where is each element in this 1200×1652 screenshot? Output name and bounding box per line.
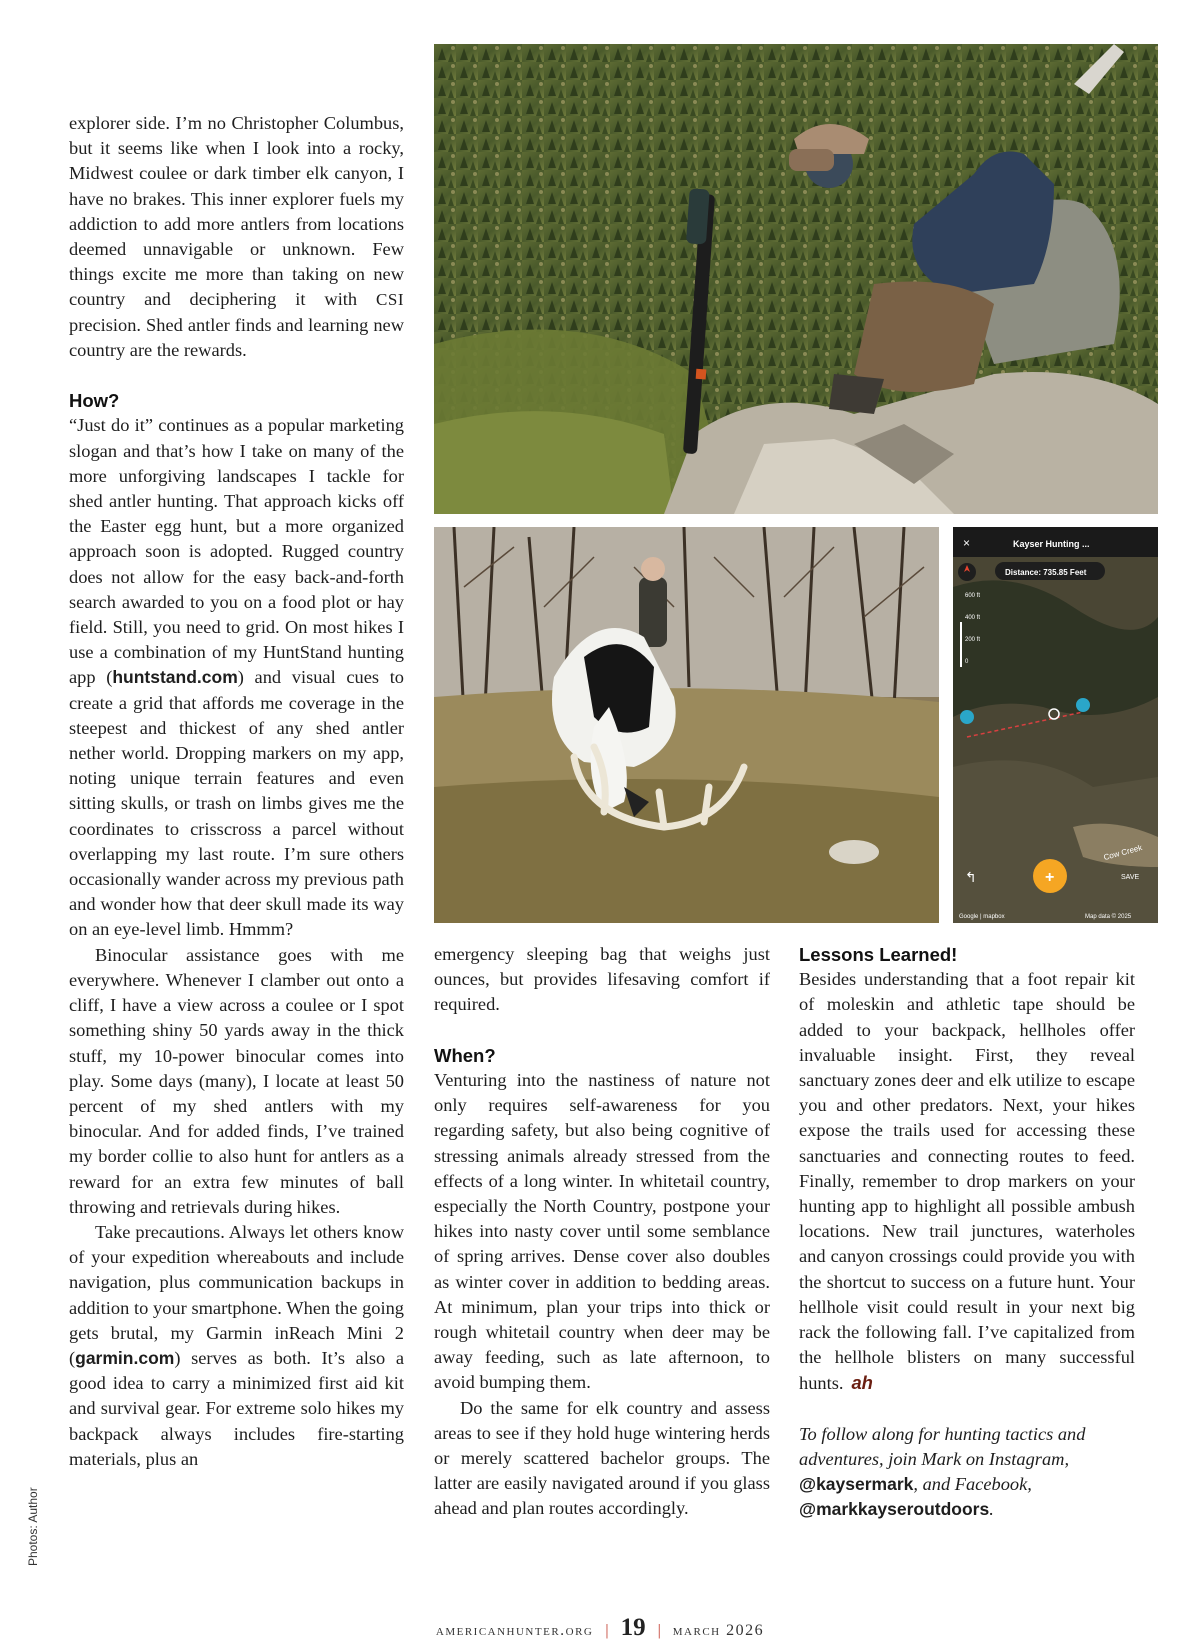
save-button[interactable]: SAVE bbox=[1121, 874, 1140, 881]
lessons-heading: Lessons Learned! bbox=[799, 944, 958, 965]
instagram-handle[interactable]: @kaysermark bbox=[799, 1474, 914, 1495]
page-number: 19 bbox=[620, 1614, 646, 1641]
when-paragraph-1: Venturing into the nastiness of nature not only requires self-awareness for you regarding safety, but also being cognitive of stressing animals already stressed from the effects of a long winter. In whitetail country, especially the North Country, postpone your hikes into nasty cover until some semblance of spring arrives. Dense cover also doubles as winter cover in addition to bedding areas. At minimum, plan your trips into thick or rough whitetail country when deer may be away feeding, such as late afternoon, to avoid bumping them. bbox=[434, 1070, 770, 1393]
map-title: Kayser Hunting ... bbox=[1013, 539, 1090, 549]
map-place-label: Cow Creek bbox=[1102, 843, 1144, 863]
how-paragraph-3: Take precautions. Always let others know of your expedition whereabouts and include navigation, plus communication backups in addition to your smartphone. When the going gets brutal, my Garmin inReach Mini 2 (garmin.com) serves as both. It’s also a good idea to carry a minimized first aid kit and survival gear. For extreme solo hikes my backpack always includes fire-starting materials, plus an bbox=[69, 1221, 404, 1469]
when-heading: When? bbox=[434, 1044, 496, 1066]
scale-label-600: 600 ft bbox=[965, 593, 981, 599]
map-data-credit: Map data © 2025 bbox=[1085, 914, 1132, 920]
photo-map-app-screenshot bbox=[953, 527, 1158, 923]
add-button-label: + bbox=[1045, 869, 1055, 886]
article-column-1 bbox=[69, 111, 404, 1472]
garmin-link[interactable]: garmin.com bbox=[75, 1347, 175, 1368]
footer-separator: | bbox=[605, 1622, 609, 1639]
follow-along-note: To follow along for hunting tactics and adventures, join Mark on Instagram, @kaysermark, and Facebook, @markkayseroutdoors. bbox=[799, 1423, 1086, 1520]
footer-date: march 2026 bbox=[672, 1622, 765, 1639]
marker-pin-icon-2[interactable] bbox=[1076, 698, 1090, 712]
how-paragraph-1: “Just do it” continues as a popular marketing slogan and that’s how I take on many of the more unforgiving landscapes I tackle for shed antler hunting. That approach kicks off the Easter egg hunt, but a more organized approach soon is adopted. Rugged country does not allow for the easy back-and-forth search awarded to you on a food plot or hay field. Still, you need to grid. On most hikes I use a combination of my HuntStand hunting app (huntstand.com) and visual cues to create a grid that affords me coverage in the steepest and thickest of any shed antler nether world. Dropping markers on my app, noting unique terrain features and even sitting skulls, or trash on limbs gives me the coordinates to crisscross a parcel without overlapping my last route. I’m sure others occasionally wander across my previous path and wonder how that deer skull made its way on an eye-level limb. Hmmm? bbox=[69, 415, 404, 940]
facebook-handle[interactable]: @markkayseroutdoors bbox=[799, 1499, 990, 1520]
footer-separator-2: | bbox=[657, 1622, 661, 1639]
map-attribution: Google | mapbox bbox=[959, 914, 1005, 920]
csi-abbrev: CSI bbox=[376, 290, 404, 310]
scale-label-400: 400 ft bbox=[965, 615, 981, 621]
how-heading: How? bbox=[69, 390, 120, 412]
continued-paragraph: emergency sleeping bag that weighs just ounces, but provides lifesaving comfort if required. bbox=[434, 944, 770, 1015]
article-column-3 bbox=[799, 942, 1135, 1523]
intro-paragraph: explorer side. I’m no Christopher Columbus, but it seems like when I look into a rocky, Midwest coulee or dark timber elk canyon, I have no brakes. This inner explorer fuels my addiction to add more antlers from locations deemed unnavigable or unknown. Few things excite me more than taking on new country and deciphering it with CSI precision. Shed antler finds and learning new country are the rewards. bbox=[69, 113, 404, 360]
photo-dog-with-antler bbox=[434, 527, 939, 923]
lessons-paragraph: Besides understanding that a foot repair kit of moleskin and athletic tape should be added to your backpack, hellholes offer invaluable insight. First, they reveal sanctuary zones deer and elk utilize to escape you and other predators. Next, your hikes expose the trails used for accessing these sanctuaries and connecting routes to feed. Finally, remember to drop markers on your hunting app to highlight all possible ambush locations. New trail junctures, waterholes and canyon crossings could provide you with the shortcut to success on a future hunt. Your hellhole visit could result in your next big rack the following fall. I’ve capitalized from the hellhole blisters on many successful hunts. ah bbox=[799, 969, 1135, 1394]
scale-label-0: 0 bbox=[965, 659, 969, 665]
huntstand-link[interactable]: huntstand.com bbox=[112, 667, 238, 688]
when-paragraph-2: Do the same for elk country and assess areas to see if they hold huge wintering herds or merely scattered bachelor groups. The latter are easily navigated around if you glass ahead and plan routes accordingly. bbox=[434, 1397, 770, 1519]
scale-label-200: 200 ft bbox=[965, 637, 981, 643]
page-footer bbox=[0, 1614, 1200, 1642]
back-arrow-icon[interactable]: ↰ bbox=[965, 869, 977, 885]
end-mark-logo: ah bbox=[851, 1372, 873, 1394]
footer-site[interactable]: americanhunter.org bbox=[435, 1622, 594, 1639]
map-close-icon[interactable]: × bbox=[963, 536, 971, 550]
photo-credit: Photos: Author bbox=[26, 1487, 40, 1566]
photo-hunter-glassing bbox=[434, 44, 1158, 514]
how-paragraph-2: Binocular assistance goes with me everywhere. Whenever I clamber out onto a cliff, I have a view across a coulee or I spot something shiny 50 yards away in the thick stuff, my 10-power binocular comes into play. Some days (many), I locate at least 50 percent of my shed antlers with my binocular. And for added finds, I’ve trained my border collie to also hunt for antlers as a reward for an extra few minutes of ball throwing and retrievals during hikes. bbox=[69, 944, 404, 1217]
map-distance: Distance: 735.85 Feet bbox=[1005, 568, 1087, 577]
article-column-2 bbox=[434, 942, 770, 1522]
marker-pin-icon[interactable] bbox=[960, 710, 974, 724]
